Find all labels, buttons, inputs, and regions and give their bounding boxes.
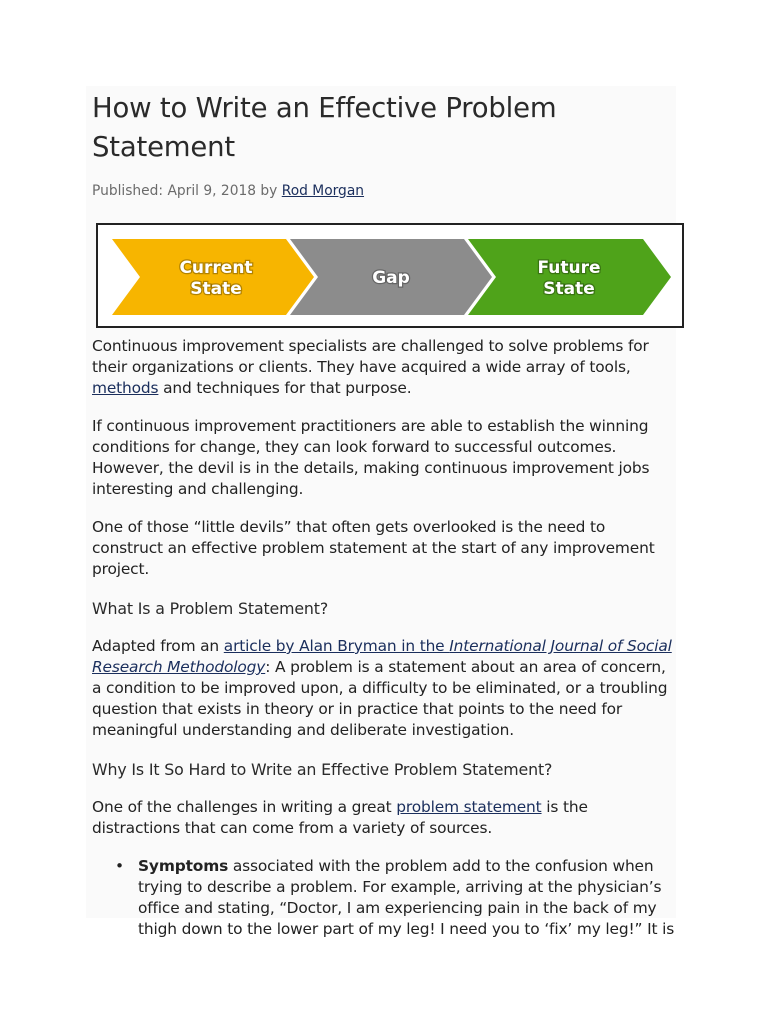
distractions-list — [92, 856, 676, 940]
journal-title: International Journal of Social Research Methodology — [92, 637, 672, 676]
article-title: How to Write an Effective Problem Statement — [92, 92, 557, 163]
paragraph-intro-text-a: Continuous improvement specialists are challenged to solve problems for their organizations or clients. They have acquired a wide array of tools, — [92, 337, 649, 376]
paragraph-definition-text-a: Adapted from an — [92, 637, 224, 655]
list-item-text: associated with the problem add to the confusion when trying to describe a problem. For example, arriving at the physician’s office and stating, “Doctor, I am experiencing pain in the back of my thigh down to the lower part of my leg! I need you to ‘fix’ my leg!” It is — [138, 857, 675, 938]
paragraph-winning-conditions: If continuous improvement practitioners are able to establish the winning conditions for change, they can look forward to successful outcomes. However, the devil is in the details, making continuous improvement jobs interesting and challenging. — [92, 417, 650, 498]
paragraph-challenges-text-b: is the distractions that can come from a variety of sources. — [92, 798, 588, 837]
author-link[interactable]: Rod Morgan — [281, 183, 365, 199]
paragraph-intro — [92, 336, 676, 399]
paragraph-intro-text-b: and techniques for that purpose. — [158, 379, 412, 397]
current-state-label-1: Current — [179, 258, 253, 278]
article-meta — [92, 181, 676, 201]
heading-what-is: What Is a Problem Statement? — [92, 599, 329, 618]
bullet-icon: • — [115, 857, 124, 875]
paragraph-little-devils: One of those “little devils” that often gets overlooked is the need to construct an effective problem statement at the start of any improvement project. — [92, 518, 655, 578]
paragraph-definition-text-b: : A problem is a statement about an area of concern, a condition to be improved upon, a difficulty to be eliminated, or a troubling question that exists in theory or in practice that points to the need for meaningful understanding and deliberate investigation. — [92, 658, 668, 739]
future-state-label-1: Future — [537, 258, 601, 278]
paragraph-definition — [92, 636, 676, 741]
article-page — [86, 86, 676, 938]
paragraph-challenges-text-a: One of the challenges in writing a great — [92, 798, 397, 816]
heading-why-hard: Why Is It So Hard to Write an Effective Problem Statement? — [92, 760, 553, 779]
state-gap-banner — [96, 223, 684, 328]
list-item — [115, 856, 676, 940]
published-label: Published: April 9, 2018 by — [92, 183, 282, 199]
current-state-label-2: State — [190, 279, 242, 299]
article-content — [92, 86, 676, 940]
list-item-bold: Symptoms — [138, 857, 229, 875]
gap-label: Gap — [372, 268, 410, 288]
methods-link[interactable]: methods — [92, 379, 159, 397]
problem-statement-link[interactable]: problem statement — [396, 798, 542, 816]
paragraph-challenges — [92, 797, 676, 839]
future-state-label-2: State — [543, 279, 595, 299]
bryman-link-text: article by Alan Bryman in the — [223, 637, 450, 655]
